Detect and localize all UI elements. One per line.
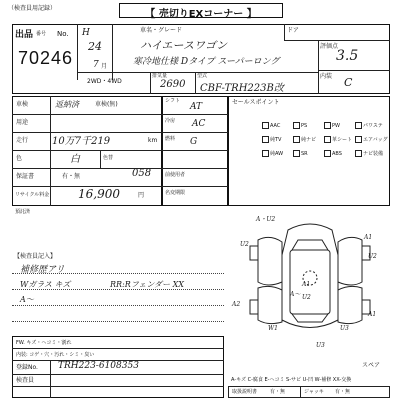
inspector-note-1: 補修歴アリ: [20, 265, 65, 275]
damage-mark: A1: [364, 234, 373, 241]
mileage-label: 走行: [16, 137, 29, 144]
drive-label: 2WD・4WD: [87, 78, 122, 85]
sales-item: 革シート: [324, 136, 355, 144]
damage-diagram: [228, 210, 393, 360]
registration-value: TRH223-6108353: [58, 361, 139, 371]
month-unit: 月: [101, 63, 108, 70]
sales-item: 純TV: [262, 136, 293, 144]
page-title: 【 売切りEXコーナー 】: [145, 9, 257, 20]
sales-item: パワステ: [355, 122, 388, 130]
wheel-rl: [250, 300, 258, 314]
damage-mark: A1: [368, 311, 377, 318]
damage-mark: U3: [340, 325, 349, 332]
registration-label: 登録No.: [16, 364, 38, 371]
inspection-value-label: 車検(無): [95, 101, 118, 108]
right-side-outline: [338, 237, 362, 285]
inspector-notes-label: 【検査員記入】: [14, 253, 57, 260]
footer-legend-row: FW. キズ・ヘコミ・割れ: [16, 340, 72, 346]
color-code-label: 色替: [103, 155, 114, 161]
fuel-label: 燃料: [165, 136, 176, 142]
damage-mark: U3: [316, 342, 325, 349]
era-value: H: [82, 28, 90, 38]
sales-item: PS: [293, 122, 324, 130]
damage-mark: A2: [232, 301, 241, 308]
color-value: 白: [70, 154, 80, 165]
model-label: 車名・グレード: [140, 27, 183, 34]
inspector-note-2: Wガラス キズ: [20, 280, 71, 289]
sales-item: SR: [293, 150, 324, 158]
damage-legend: A-キズ C-腐食 E-ヘコミ S-サビ U-凹 W-補修 XX-交換: [231, 377, 352, 383]
jack-options: 有・無: [335, 389, 351, 395]
footer-legend-row2: 内装: コゲ・穴・汚れ・シミ・臭い: [16, 352, 95, 358]
right-rear-side-outline: [338, 286, 362, 323]
inspection-label: 車検: [16, 101, 29, 108]
spare-label: スペア: [362, 362, 381, 369]
jack-label: ジャッキ: [304, 389, 324, 395]
wheel-fl: [250, 246, 258, 260]
warranty-label: 保証書: [16, 173, 35, 180]
sales-row-2: [262, 136, 388, 144]
doors-label: ドア: [287, 27, 299, 34]
title-box: [119, 3, 283, 18]
interior-value: C: [344, 76, 353, 89]
shift-label: シフト: [165, 98, 181, 104]
sales-points-grid: [262, 122, 388, 158]
displacement-value: 2690: [160, 79, 186, 90]
sales-points-label: セールスポイント: [232, 99, 280, 106]
damage-mark: A・U2: [256, 216, 276, 223]
rear-window-outline: [292, 314, 328, 322]
left-rear-side-outline: [258, 286, 282, 323]
shift-value: AT: [190, 102, 203, 112]
sales-item: ABS: [324, 150, 355, 158]
damage-mark: A1: [302, 281, 311, 288]
lot-label-sub: 番号: [36, 31, 47, 37]
mileage-value: 10万7千219: [52, 136, 111, 147]
warranty-options: 有・無: [62, 173, 81, 180]
windshield-outline: [292, 240, 328, 250]
damage-mark: W1: [268, 325, 278, 332]
inspection-value: 返納済: [55, 100, 79, 109]
sales-item: PW: [324, 122, 355, 130]
year-value: 24: [88, 40, 102, 53]
damage-mark: U2: [240, 241, 249, 248]
seal-label: 検査員: [16, 377, 35, 384]
sales-item: エアバッグ: [355, 136, 388, 144]
displacement-label: 排気量: [152, 73, 168, 79]
model-code-value: CBF-TRH223B改: [200, 83, 284, 94]
recycle-unit: 円: [138, 192, 145, 199]
sales-item: ナビ装備: [355, 150, 388, 158]
mileage-unit: km: [148, 137, 158, 144]
interior-label: 内装: [320, 73, 333, 80]
recycle-label: リサイクル料金: [15, 192, 50, 198]
score-label: 評価点: [320, 43, 339, 50]
model-name: ハイエースワゴン: [140, 39, 228, 52]
color-label: 色: [16, 155, 23, 162]
aircon-value: AC: [192, 119, 206, 129]
manual-label: 取扱説明書: [232, 389, 258, 395]
name-change-label: 名変期限: [165, 190, 186, 196]
fuel-value: G: [190, 137, 198, 147]
usage-label: 用途: [16, 119, 29, 126]
damage-mark: U2: [302, 294, 311, 301]
model-grade: 寒冷地仕様 Dタイプ スーパーロング: [133, 57, 280, 67]
aircon-label: 冷房: [165, 118, 176, 124]
sales-item: 純AW: [262, 150, 293, 158]
prev-use-label: 前使用者: [165, 172, 186, 178]
sales-item: 純ナビ: [293, 136, 324, 144]
recycle-note: 預託済: [15, 209, 31, 215]
header-note: （検査員用記録）: [8, 5, 57, 12]
sales-row-3: [262, 150, 388, 158]
damage-mark: A～: [290, 291, 301, 298]
left-side-outline: [258, 237, 282, 285]
sales-item: AAC: [262, 122, 293, 130]
score-value: 3.5: [336, 48, 359, 64]
inspector-note-4: RR:Rフェンダー XX: [110, 280, 184, 289]
lot-label-no: No.: [57, 30, 69, 38]
month-value: 7: [93, 60, 99, 70]
lot-label: 出品: [15, 30, 34, 40]
manual-options: 有・無: [270, 389, 286, 395]
model-code-label: 型式: [197, 73, 208, 79]
sales-row-1: [262, 122, 388, 130]
damage-mark: U2: [368, 253, 377, 260]
inspector-note-3: A～: [20, 295, 34, 304]
lot-number: 70246: [18, 48, 74, 68]
recycle-value: 16,900: [78, 187, 120, 201]
color-code-value: 058: [132, 168, 152, 179]
